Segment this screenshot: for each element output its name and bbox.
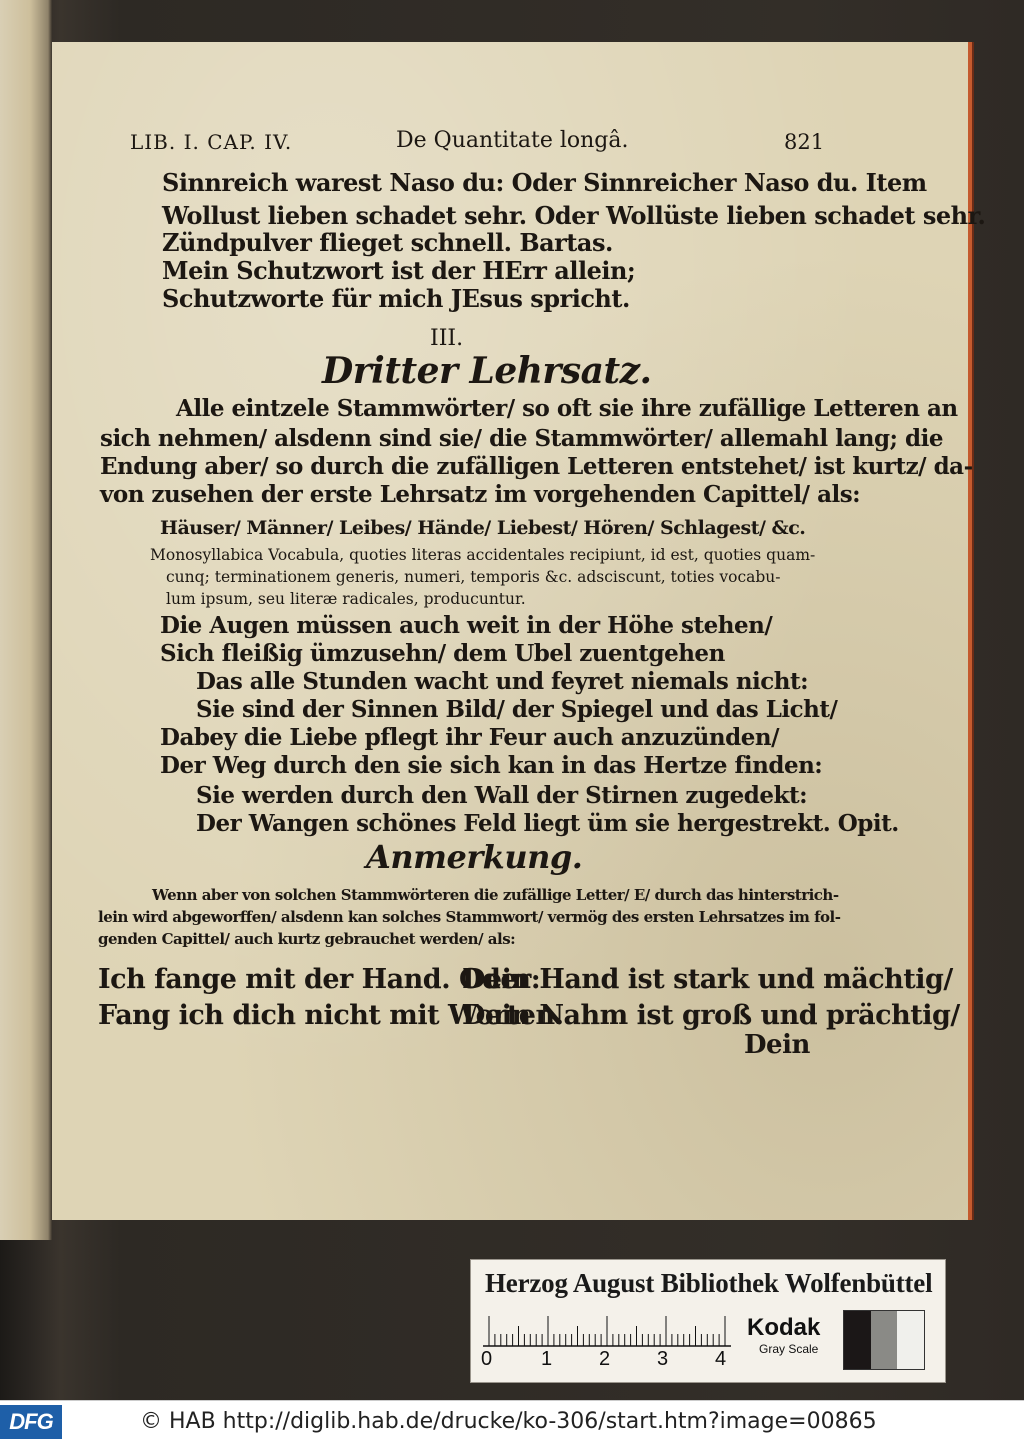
kodak-brand: Kodak [747,1314,821,1341]
latin-note-line: lum ipsum, seu literæ radicales, producuntur. [166,590,526,608]
note-line: genden Capittel/ auch kurtz gebrauchet werden/ als: [98,930,516,948]
poem-line: Sie sind der Sinnen Bild/ der Spiegel und das Licht/ [196,696,838,723]
ruler-number: 1 [541,1348,553,1370]
ruler-number: 2 [599,1348,611,1370]
example-right: Dein Hand ist stark und mächtig/ [462,964,953,995]
latin-note-line: cunq; terminationem generis, numeri, temporis &c. adsciscunt, toties vocabu- [166,568,781,586]
poem-line: Das alle Stunden wacht und feyret niemals nicht: [196,668,809,695]
copyright-link[interactable]: © HAB http://diglib.hab.de/drucke/ko-306/start.htm?image=00865 [140,1409,877,1434]
dfg-logo: DFG [0,1405,62,1439]
scale-ruler [483,1308,731,1348]
previous-leaf-edge [0,0,52,1240]
poem-line: Sich fleißig ümzusehn/ dem Ubel zuentgehen [160,640,725,667]
footer-bar [0,1400,1024,1442]
poem-line: Sie werden durch den Wall der Stirnen zugedekt: [196,782,808,809]
swatch-mid [871,1311,898,1369]
rule-line: Alle eintzele Stammwörter/ so oft sie ihre zufällige Letteren an [176,395,958,422]
rule-line: von zusehen der erste Lehrsatz im vorgehenden Capittel/ als: [100,481,861,508]
page-number: 821 [784,130,825,154]
text-line: Mein Schutzwort ist der HErr allein; [162,256,636,285]
example-right: Dein Nahm ist groß und prächtig/ [462,1000,960,1031]
gray-swatches [843,1310,925,1370]
text-line: Wollust lieben schadet sehr. Oder Wollüste lieben schadet sehr. [162,201,986,230]
example-left: Ich fange mit der Hand. Oder: [98,964,541,995]
running-head-title: De Quantitate longâ. [396,128,629,153]
swatch-dark [844,1311,871,1369]
example-left: Fang ich dich nicht mit Worten. [98,1000,564,1031]
swatch-light [897,1311,924,1369]
catchword: Dein [744,1030,810,1060]
ruler-number: 4 [715,1348,727,1370]
text-line: Zündpulver flieget schnell. Bartas. [162,228,613,257]
section-heading: Dritter Lehrsatz. [322,350,652,392]
rule-line: sich nehmen/ alsdenn sind sie/ die Stammwörter/ allemahl lang; die [100,425,943,452]
text-line: Sinnreich warest Naso du: Oder Sinnreicher Naso du. Item [162,168,927,197]
examples-line: Häuser/ Männer/ Leibes/ Hände/ Liebest/ Hören/ Schlagest/ &c. [160,517,806,539]
running-head-left: LIB. I. CAP. IV. [130,130,293,154]
library-color-target-label [470,1259,946,1383]
rule-line: Endung aber/ so durch die zufälligen Letteren entstehet/ ist kurtz/ da- [100,453,973,480]
note-line: Wenn aber von solchen Stammwörteren die zufällige Letter/ E/ durch das hinterstrich- [152,886,839,904]
library-name: Herzog August Bibliothek Wolfenbüttel [485,1268,933,1298]
latin-note-line: Monosyllabica Vocabula, quoties literas accidentales recipiunt, id est, quoties quam- [150,546,816,564]
section-number: III. [430,326,464,351]
gray-scale-caption: Gray Scale [759,1342,819,1356]
note-line: lein wird abgeworffen/ alsdenn kan solches Stammwort/ vermög des ersten Lehrsatzes im fol- [98,908,841,926]
poem-line: Der Weg durch den sie sich kan in das Hertze finden: [160,752,823,779]
note-heading: Anmerkung. [366,838,583,876]
poem-line: Die Augen müssen auch weit in der Höhe stehen/ [160,612,773,639]
ruler-number: 3 [657,1348,669,1370]
poem-line: Der Wangen schönes Feld liegt üm sie hergestrekt. Opit. [196,810,899,837]
poem-line: Dabey die Liebe pflegt ihr Feur auch anzuzünden/ [160,724,779,751]
ruler-number: 0 [481,1348,493,1370]
text-line: Schutzworte für mich JEsus spricht. [162,284,630,313]
